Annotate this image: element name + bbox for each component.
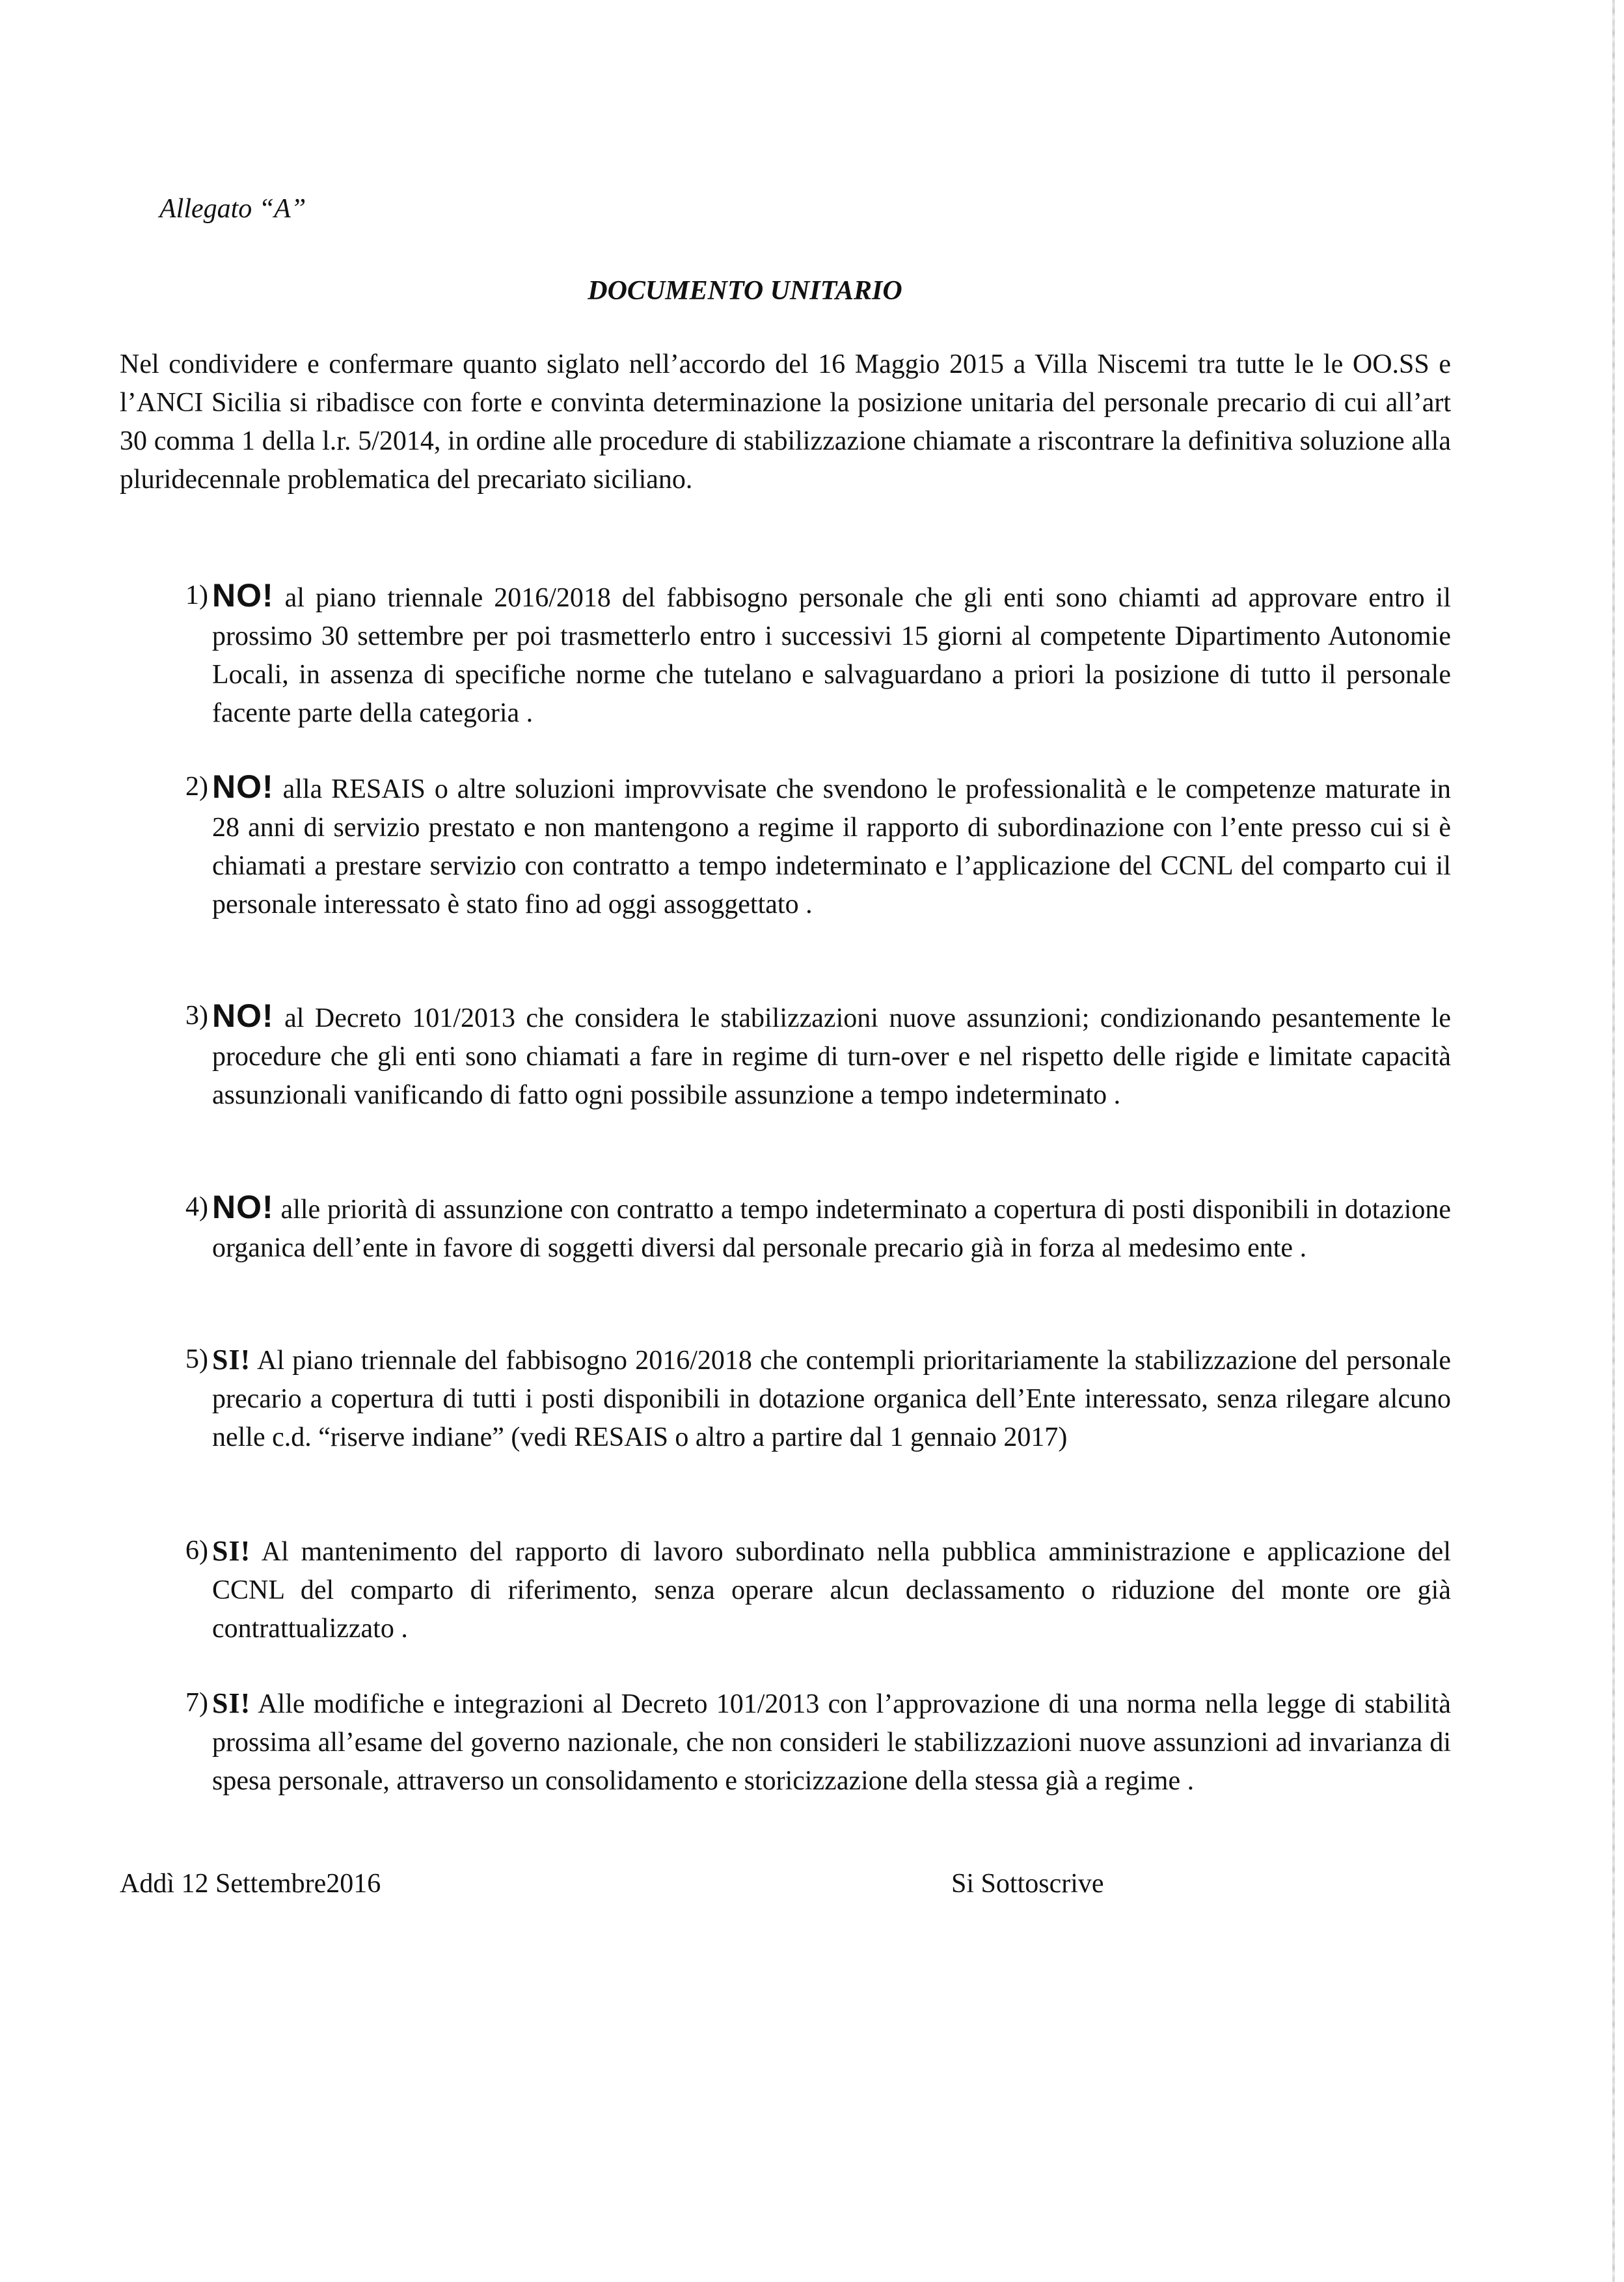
signature-line: Si Sottoscrive [951, 1869, 1104, 1899]
item-text [212, 1188, 1451, 1268]
scan-edge-artifact [1612, 0, 1615, 2282]
item-text [212, 1684, 1451, 1800]
list-item [120, 768, 1451, 924]
item-keyword: NO! [212, 768, 274, 805]
item-body: Al piano triennale del fabbisogno 2016/2018 che contempli prioritariamente la stabilizzazione del personale precario a copertura di tutti i posti disponibili in dotazione organica dell’Ente interessato, senza rilegare alcuno nelle c.d. “riserve indiane” (vedi RESAIS o altro a partire dal 1 gennaio 2017) [212, 1346, 1452, 1452]
annex-label: Allegato “A” [159, 194, 306, 224]
item-number: 3) [185, 1001, 208, 1031]
list-item [120, 1532, 1451, 1648]
item-number: 1) [185, 580, 208, 610]
item-number: 4) [185, 1192, 208, 1222]
item-number: 2) [185, 772, 208, 802]
item-number: 6) [185, 1536, 208, 1566]
item-body: alle priorità di assunzione con contratto a tempo indeterminato a copertura di posti disponibili in dotazione organica dell’ente in favore di soggetti diversi dal personale precario già in forza al medesimo ente . [212, 1195, 1452, 1263]
intro-paragraph: Nel condividere e confermare quanto siglato nell’accordo del 16 Maggio 2015 a Villa Niscemi tra tutte le le OO.SS e l’ANCI Sicilia si ribadisce con forte e convinta determinazione la posizione unitaria del personale precario di cui all’art 30 comma 1 della l.r. 5/2014, in ordine alle procedure di stabilizzazione chiamate a riscontrare la definitiva soluzione alla pluridecennale problematica del precariato siciliano. [120, 349, 1451, 495]
item-text [212, 1340, 1451, 1457]
item-number: 7) [185, 1688, 208, 1718]
item-text [212, 768, 1451, 924]
list-item [120, 577, 1451, 733]
item-keyword: NO! [212, 1189, 274, 1225]
item-text [212, 1532, 1451, 1648]
item-keyword: SI! [212, 1344, 251, 1376]
item-body: alla RESAIS o altre soluzioni improvvisate che svendono le professionalità e le competenze maturate in 28 anni di servizio prestato e non mantengono a regime il rapporto di subordinazione con l’ente presso cui si è chiamati a prestare servizio con contratto a tempo indeterminato e l’applicazione del CCNL del comparto cui il personale interessato è stato fino ad oggi assoggettato . [212, 774, 1451, 919]
item-body: Al mantenimento del rapporto di lavoro subordinato nella pubblica amministrazione e applicazione del CCNL del comparto di riferimento, senza operare alcun declassamento o riduzione del monte ore già contrattualizzato . [212, 1537, 1451, 1644]
item-body: al Decreto 101/2013 che considera le stabilizzazioni nuove assunzioni; condizionando pesantemente le procedure che gli enti sono chiamati a fare in regime di turn-over e nel rispetto delle rigide e limitate capacità assunzionali vanificando di fatto ogni possibile assunzione a tempo indeterminato . [212, 1003, 1451, 1110]
item-body: al piano triennale 2016/2018 del fabbisogno personale che gli enti sono chiamti ad approvare entro il prossimo 30 settembre per poi trasmetterlo entro i successivi 15 giorni al competente Dipartimento Autonomie Locali, in assenza di specifiche norme che tutelano e salvaguardano a priori la posizione di tutto il personale facente parte della categoria . [212, 583, 1451, 728]
list-item [120, 1188, 1451, 1268]
place-date: Addì 12 Settembre2016 [120, 1869, 381, 1899]
item-number: 5) [185, 1344, 208, 1374]
item-keyword: SI! [212, 1687, 251, 1719]
list-item [120, 997, 1451, 1115]
item-keyword: SI! [212, 1535, 251, 1567]
item-body: Alle modifiche e integrazioni al Decreto 101/2013 con l’approvazione di una norma nella legge di stabilità prossima all’esame del governo nazionale, che non consideri le stabilizzazioni nuove assunzioni ad invarianza di spesa personale, attraverso un consolidamento e storicizzazione della stessa già a regime . [212, 1689, 1451, 1796]
list-item [120, 1340, 1451, 1457]
item-text [212, 997, 1451, 1115]
item-keyword: NO! [212, 577, 274, 614]
item-text [212, 577, 1451, 733]
list-item [120, 1684, 1451, 1800]
document-title: DOCUMENTO UNITARIO [588, 276, 902, 306]
item-keyword: NO! [212, 998, 274, 1034]
